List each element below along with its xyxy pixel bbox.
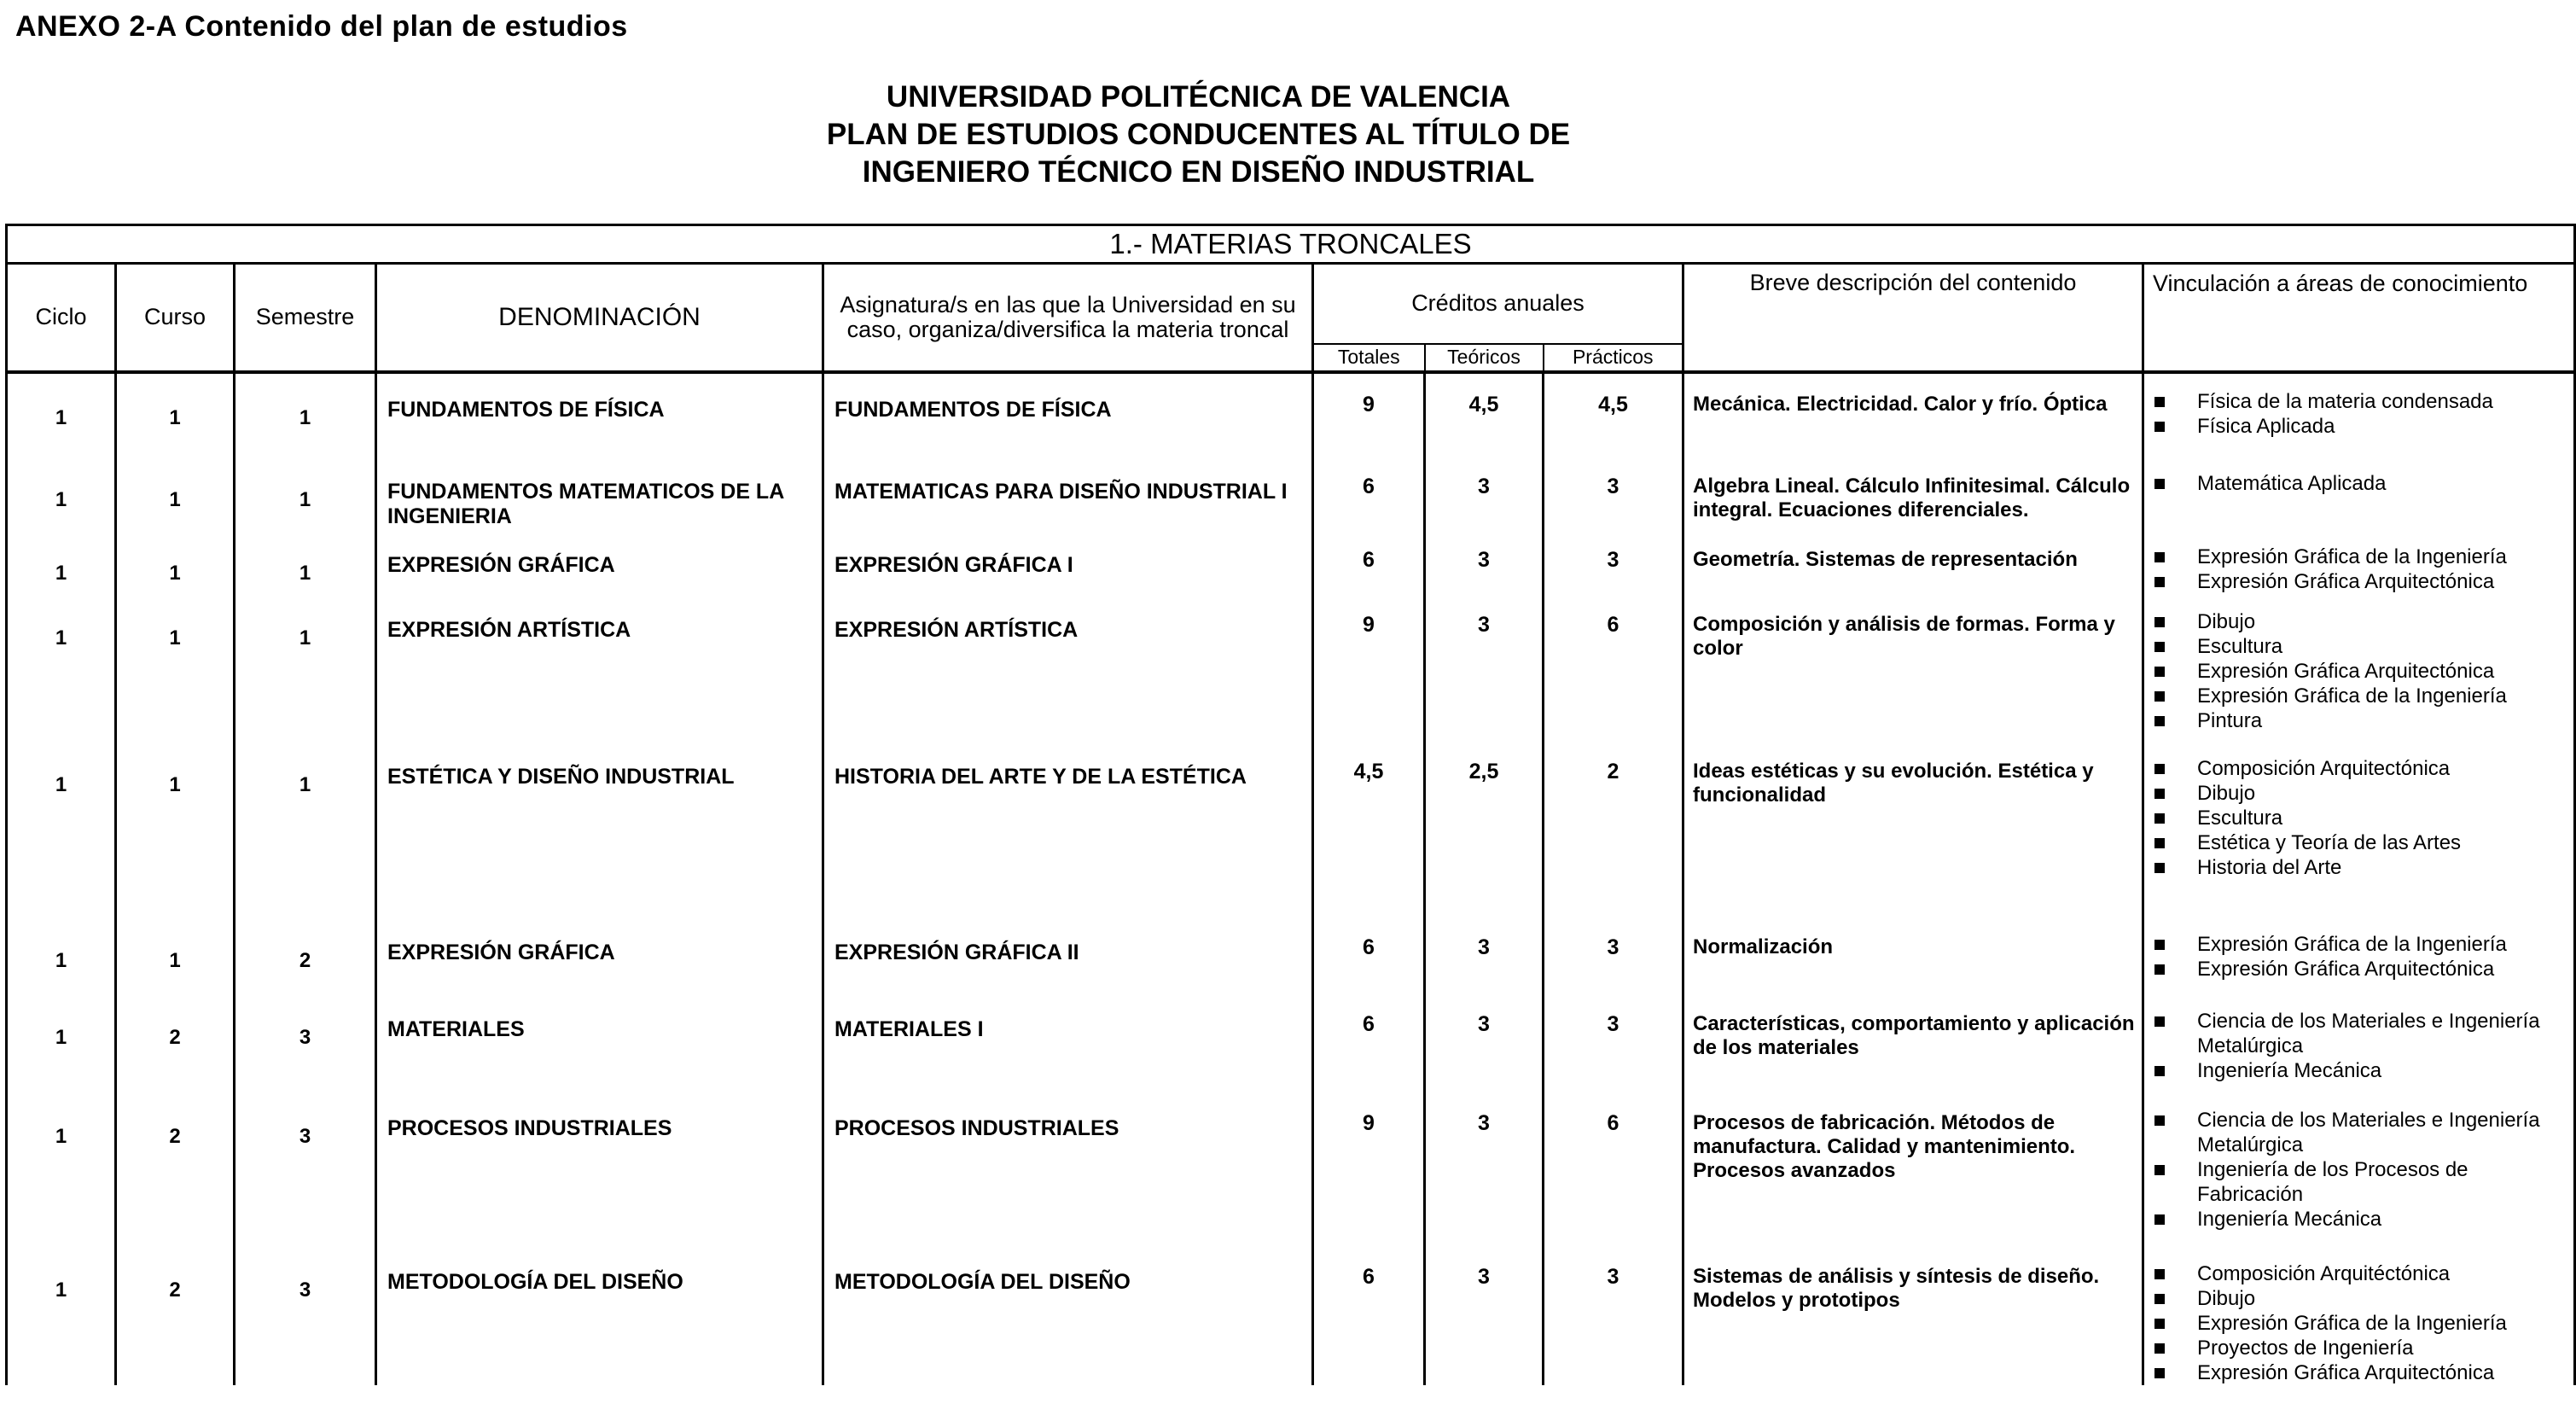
descripcion-cell [1683,993,2143,1092]
ciclo-cell [7,993,116,1092]
practicos-cell [1544,1246,1683,1385]
header-creditos: Créditos anuales [1313,264,1683,344]
semestre-cell [235,993,376,1092]
denominacion-cell [376,917,823,993]
descripcion-cell [1683,529,2143,594]
areas-list [2144,456,2573,496]
asignatura-cell-text: FUNDAMENTOS DE FÍSICA [834,397,1112,422]
semestre-cell-text: 1 [299,487,311,511]
semestre-cell-text: 3 [299,1025,311,1049]
totales-cell-text: 9 [1363,392,1375,416]
descripcion-cell-text: Ideas estéticas y su evolución. Estética y funcionalidad [1693,759,2094,807]
curso-cell [116,594,235,741]
areas-list [2144,1246,2573,1385]
section-title: 1.- MATERIAS TRONCALES [7,225,2575,264]
curso-cell-text: 1 [169,948,181,972]
descripcion-cell-text: Normalización [1693,935,1834,958]
practicos-cell-text: 6 [1607,612,1619,637]
areas-cell [2143,529,2575,594]
header-breve: Breve descripción del contenido [1683,264,2143,372]
ciclo-cell [7,374,116,456]
asignatura-cell [823,374,1313,456]
asignatura-cell-text: MATEMATICAS PARA DISEÑO INDUSTRIAL I [834,479,1288,504]
ciclo-cell-text: 1 [55,561,67,585]
totales-cell [1313,917,1425,993]
teoricos-cell [1425,1246,1544,1385]
semestre-cell-text: 1 [299,405,311,429]
area-item: Expresión Gráfica de la Ingeniería [2154,1311,2573,1336]
asignatura-cell-text: EXPRESIÓN ARTÍSTICA [834,617,1079,642]
curso-cell [116,374,235,456]
denominacion-cell [376,374,823,456]
asignatura-cell [823,529,1313,594]
areas-cell [2143,456,2575,529]
practicos-cell [1544,456,1683,529]
asignatura-cell-text: PROCESOS INDUSTRIALES [834,1115,1119,1140]
area-item: Expresión Gráfica Arquitectónica [2154,569,2573,594]
area-item: Escultura [2154,806,2573,830]
totales-cell-text: 9 [1363,612,1375,637]
totales-cell-text: 9 [1363,1110,1375,1135]
curso-cell [116,529,235,594]
totales-cell-text: 6 [1363,547,1375,572]
teoricos-cell-text: 3 [1478,1011,1490,1036]
area-item: Estética y Teoría de las Artes [2154,830,2573,855]
table-row [7,456,2575,529]
denominacion-cell-text: FUNDAMENTOS DE FÍSICA [387,397,665,422]
teoricos-cell [1425,917,1544,993]
teoricos-cell-text: 3 [1478,935,1490,959]
totales-cell [1313,529,1425,594]
ciclo-cell [7,1246,116,1385]
areas-cell [2143,1092,2575,1246]
area-item: Historia del Arte [2154,855,2573,880]
header-totales: Totales [1313,344,1425,372]
semestre-cell [235,741,376,917]
table-row [7,594,2575,741]
table-row [7,529,2575,594]
practicos-cell-text: 6 [1607,1110,1619,1135]
teoricos-cell [1425,993,1544,1092]
areas-cell [2143,594,2575,741]
area-item: Expresión Gráfica Arquitectónica [2154,957,2573,981]
denominacion-cell [376,594,823,741]
curso-cell [116,741,235,917]
curso-cell-text: 2 [169,1025,181,1049]
study-plan-table [5,224,2576,1385]
curso-cell-text: 1 [169,561,181,585]
descripcion-cell [1683,1246,2143,1385]
teoricos-cell-text: 3 [1478,547,1490,572]
descripcion-cell [1683,741,2143,917]
descripcion-cell-text: Sistemas de análisis y síntesis de diseño. Modelos y prototipos [1693,1264,2100,1312]
semestre-cell [235,456,376,529]
descripcion-cell [1683,1092,2143,1246]
descripcion-cell-text: Algebra Lineal. Cálculo Infinitesimal. Cálculo integral. Ecuaciones diferenciales. [1693,474,2131,521]
areas-cell [2143,917,2575,993]
area-item: Pintura [2154,708,2573,733]
area-item: Expresión Gráfica Arquitectónica [2154,659,2573,684]
curso-cell [116,1246,235,1385]
semestre-cell [235,1092,376,1246]
annex-heading: ANEXO 2-A Contenido del plan de estudios [15,10,628,43]
table-row [7,993,2575,1092]
totales-cell-text: 4,5 [1353,759,1384,783]
areas-list [2144,374,2573,439]
descripcion-cell [1683,374,2143,456]
area-item: Dibujo [2154,781,2573,806]
asignatura-cell [823,456,1313,529]
teoricos-cell [1425,374,1544,456]
totales-cell-text: 6 [1363,935,1375,959]
denominacion-cell-text: PROCESOS INDUSTRIALES [387,1115,672,1140]
areas-cell [2143,741,2575,917]
curso-cell [116,1092,235,1246]
curso-cell [116,993,235,1092]
semestre-cell [235,1246,376,1385]
descripcion-cell-text: Procesos de fabricación. Métodos de manufactura. Calidad y mantenimiento. Procesos avanzados [1693,1110,2076,1182]
semestre-cell-text: 3 [299,1124,311,1148]
areas-cell [2143,374,2575,456]
header-vinculacion: Vinculación a áreas de conocimiento [2143,264,2575,372]
asignatura-cell [823,594,1313,741]
title-line: INGENIERO TÉCNICO EN DISEÑO INDUSTRIAL [862,155,1535,189]
areas-list [2144,594,2573,733]
ciclo-cell-text: 1 [55,772,67,796]
asignatura-cell-text: EXPRESIÓN GRÁFICA II [834,940,1079,964]
teoricos-cell-text: 3 [1478,612,1490,637]
asignatura-cell [823,1092,1313,1246]
practicos-cell [1544,529,1683,594]
denominacion-cell [376,456,823,529]
table-row [7,374,2575,456]
denominacion-cell-text: METODOLOGÍA DEL DISEÑO [387,1269,683,1294]
curso-cell-text: 1 [169,487,181,511]
area-item: Proyectos de Ingeniería [2154,1336,2573,1360]
descripcion-cell-text: Mecánica. Electricidad. Calor y frío. Óptica [1693,392,2108,416]
ciclo-cell [7,594,116,741]
totales-cell-text: 6 [1363,1011,1375,1036]
areas-cell [2143,993,2575,1092]
denominacion-cell [376,1246,823,1385]
header-curso: Curso [116,264,235,372]
ciclo-cell-text: 1 [55,1025,67,1049]
teoricos-cell [1425,594,1544,741]
denominacion-cell-text: EXPRESIÓN GRÁFICA [387,940,615,964]
denominacion-cell-text: EXPRESIÓN GRÁFICA [387,552,615,577]
semestre-cell-text: 3 [299,1278,311,1302]
semestre-cell [235,917,376,993]
teoricos-cell-text: 3 [1478,474,1490,498]
area-item: Ingeniería Mecánica [2154,1207,2573,1232]
ciclo-cell-text: 1 [55,1124,67,1148]
semestre-cell-text: 2 [299,948,311,972]
area-item: Ingeniería Mecánica [2154,1058,2573,1083]
header-practicos: Prácticos [1544,344,1683,372]
practicos-cell [1544,594,1683,741]
areas-list [2144,529,2573,594]
teoricos-cell [1425,741,1544,917]
denominacion-cell-text: MATERIALES [387,1016,525,1041]
area-item: Composición Arquitéctónica [2154,1261,2573,1286]
denominacion-cell [376,529,823,594]
area-item: Ciencia de los Materiales e Ingeniería Metalúrgica [2154,1009,2573,1058]
practicos-cell [1544,1092,1683,1246]
asignatura-cell [823,993,1313,1092]
asignatura-cell [823,917,1313,993]
area-item: Física Aplicada [2154,414,2573,439]
semestre-cell-text: 1 [299,561,311,585]
teoricos-cell [1425,529,1544,594]
area-item: Expresión Gráfica Arquitectónica [2154,1360,2573,1385]
curso-cell-text: 2 [169,1278,181,1302]
title-line: UNIVERSIDAD POLITÉCNICA DE VALENCIA [886,80,1511,114]
area-item: Matemática Aplicada [2154,471,2573,496]
area-item: Ingeniería de los Procesos de Fabricación [2154,1157,2573,1207]
table-row [7,1092,2575,1246]
ciclo-cell-text: 1 [55,626,67,649]
ciclo-cell-text: 1 [55,405,67,429]
descripcion-cell-text: Geometría. Sistemas de representación [1693,547,2078,571]
header-semestre: Semestre [235,264,376,372]
semestre-cell [235,374,376,456]
table-row [7,917,2575,993]
practicos-cell [1544,741,1683,917]
descripcion-cell-text: Características, comportamiento y aplicación de los materiales [1693,1011,2135,1059]
areas-list [2144,993,2573,1083]
ciclo-cell-text: 1 [55,487,67,511]
table-row [7,741,2575,917]
asignatura-cell-text: METODOLOGÍA DEL DISEÑO [834,1269,1131,1294]
area-item: Composición Arquitectónica [2154,756,2573,781]
areas-cell [2143,1246,2575,1385]
header-denominacion: DENOMINACIÓN [376,264,823,372]
practicos-cell-text: 3 [1607,547,1619,572]
teoricos-cell-text: 3 [1478,1110,1490,1135]
ciclo-cell-text: 1 [55,1278,67,1302]
denominacion-cell [376,993,823,1092]
practicos-cell-text: 3 [1607,1264,1619,1289]
totales-cell [1313,741,1425,917]
teoricos-cell-text: 3 [1478,1264,1490,1289]
practicos-cell-text: 3 [1607,474,1619,498]
denominacion-cell-text: FUNDAMENTOS MATEMATICOS DE LA INGENIERIA [387,479,784,528]
totales-cell [1313,456,1425,529]
practicos-cell-text: 4,5 [1598,392,1628,416]
asignatura-cell [823,1246,1313,1385]
document-title [0,79,2576,191]
totales-cell [1313,993,1425,1092]
areas-list [2144,917,2573,981]
area-item: Expresión Gráfica de la Ingeniería [2154,684,2573,708]
ciclo-cell [7,1092,116,1246]
semestre-cell-text: 1 [299,626,311,649]
area-item: Dibujo [2154,609,2573,634]
areas-list [2144,741,2573,880]
practicos-cell-text: 3 [1607,1011,1619,1036]
practicos-cell [1544,917,1683,993]
semestre-cell-text: 1 [299,772,311,796]
semestre-cell [235,594,376,741]
teoricos-cell-text: 4,5 [1468,392,1499,416]
totales-cell [1313,1246,1425,1385]
totales-cell [1313,594,1425,741]
header-ciclo: Ciclo [7,264,116,372]
asignatura-cell-text: HISTORIA DEL ARTE Y DE LA ESTÉTICA [834,764,1247,789]
ciclo-cell [7,529,116,594]
teoricos-cell [1425,456,1544,529]
practicos-cell-text: 3 [1607,935,1619,959]
totales-cell [1313,374,1425,456]
header-teoricos: Teóricos [1425,344,1544,372]
curso-cell-text: 1 [169,772,181,796]
curso-cell [116,917,235,993]
header-asignatura: Asignatura/s en las que la Universidad en su caso, organiza/diversifica la materia troncal [823,264,1313,372]
area-item: Escultura [2154,634,2573,659]
descripcion-cell [1683,456,2143,529]
practicos-cell-text: 2 [1607,759,1619,783]
curso-cell [116,456,235,529]
ciclo-cell-text: 1 [55,948,67,972]
ciclo-cell [7,917,116,993]
denominacion-cell [376,1092,823,1246]
teoricos-cell [1425,1092,1544,1246]
area-item: Dibujo [2154,1286,2573,1311]
area-item: Expresión Gráfica de la Ingeniería [2154,932,2573,957]
semestre-cell [235,529,376,594]
ciclo-cell [7,456,116,529]
practicos-cell [1544,374,1683,456]
table-row [7,1246,2575,1385]
practicos-cell [1544,993,1683,1092]
areas-list [2144,1092,2573,1232]
totales-cell-text: 6 [1363,474,1375,498]
denominacion-cell-text: ESTÉTICA Y DISEÑO INDUSTRIAL [387,764,735,789]
totales-cell-text: 6 [1363,1264,1375,1289]
asignatura-cell-text: MATERIALES I [834,1016,984,1041]
denominacion-cell-text: EXPRESIÓN ARTÍSTICA [387,617,631,642]
area-item: Expresión Gráfica de la Ingeniería [2154,545,2573,569]
curso-cell-text: 1 [169,405,181,429]
curso-cell-text: 2 [169,1124,181,1148]
denominacion-cell [376,741,823,917]
area-item: Ciencia de los Materiales e Ingeniería Metalúrgica [2154,1108,2573,1157]
area-item: Física de la materia condensada [2154,389,2573,414]
title-line: PLAN DE ESTUDIOS CONDUCENTES AL TÍTULO DE [826,118,1571,151]
asignatura-cell [823,741,1313,917]
curso-cell-text: 1 [169,626,181,649]
teoricos-cell-text: 2,5 [1468,759,1499,783]
ciclo-cell [7,741,116,917]
descripcion-cell [1683,917,2143,993]
asignatura-cell-text: EXPRESIÓN GRÁFICA I [834,552,1073,577]
descripcion-cell-text: Composición y análisis de formas. Forma y color [1693,612,2115,660]
descripcion-cell [1683,594,2143,741]
totales-cell [1313,1092,1425,1246]
